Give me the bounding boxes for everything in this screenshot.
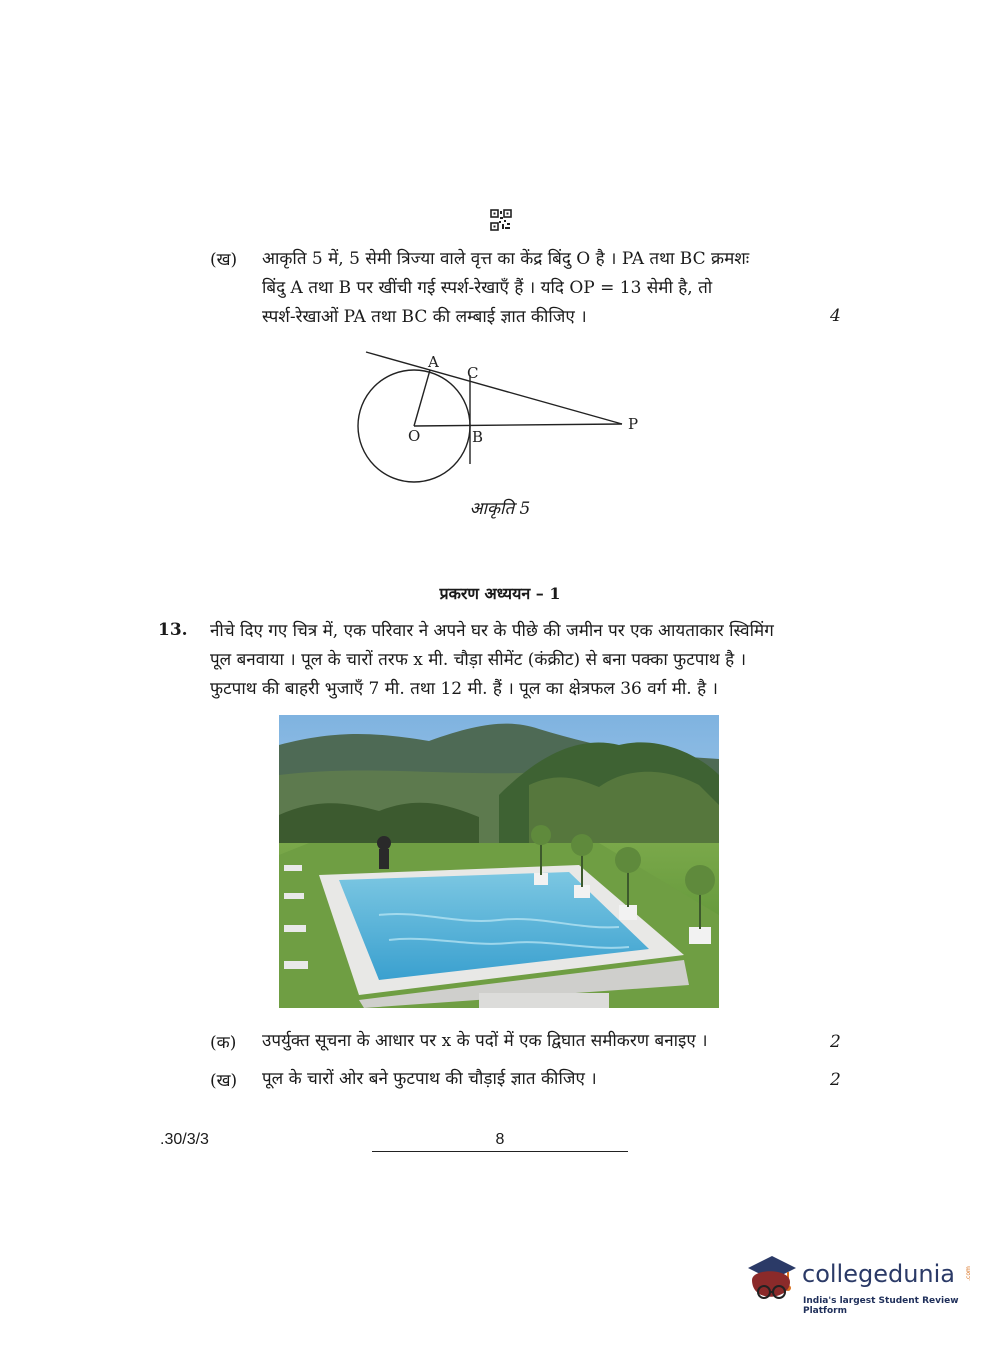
- line-op: [414, 424, 622, 426]
- question-13-number: 13.: [158, 620, 188, 640]
- q13-line-2: पूल बनवाया । पूल के चारों तरफ x मी. चौड़ा सीमेंट (कंक्रीट) से बना पक्का फुटपाथ है ।: [210, 650, 747, 670]
- q13a-label: (क): [210, 1033, 237, 1053]
- qr-code-icon: [490, 209, 512, 231]
- point-label-a: A: [428, 353, 439, 371]
- q13-line-3: फुटपाथ की बाहरी भुजाएँ 7 मी. तथा 12 मी. हैं । पूल का क्षेत्रफल 36 वर्ग मी. है ।: [210, 679, 718, 699]
- paper-code: .30/3/3: [160, 1131, 209, 1148]
- q13a-text: उपर्युक्त सूचना के आधार पर x के पदों में एक द्विघात समीकरण बनाइए ।: [262, 1031, 708, 1051]
- figure-5-caption: आकृति 5: [469, 499, 531, 519]
- page-number: 8: [372, 1131, 628, 1152]
- point-label-b: B: [472, 428, 484, 446]
- question-13-text: [210, 617, 810, 704]
- q13b-marks: 2: [830, 1070, 841, 1090]
- q12b-label: (ख): [210, 250, 238, 270]
- collegedunia-tagline: India's largest Student Review Platform: [803, 1296, 959, 1316]
- figure-5-diagram: [350, 340, 650, 490]
- q12b-marks: 4: [830, 306, 841, 326]
- radius-oa: [414, 370, 430, 426]
- q13b-label: (ख): [210, 1071, 238, 1091]
- q12b-text: [262, 245, 802, 332]
- q13b-text: पूल के चारों ओर बने फुटपाथ की चौड़ाई ज्ञात कीजिए ।: [262, 1069, 597, 1089]
- collegedunia-domain-suffix: .com: [964, 1266, 972, 1281]
- collegedunia-mascot-icon: [742, 1250, 800, 1310]
- case-study-title: प्रकरण अध्ययन – 1: [439, 584, 561, 603]
- q12b-line-2: बिंदु A तथा B पर खींची गई स्पर्श-रेखाएँ हैं । यदि OP = 13 सेमी है, तो: [262, 278, 713, 298]
- q13a-marks: 2: [830, 1032, 841, 1052]
- q12b-line-1: आकृति 5 में, 5 सेमी त्रिज्या वाले वृत्त का केंद्र बिंदु O है । PA तथा BC क्रमशः: [262, 249, 750, 269]
- q12b-line-3: स्पर्श-रेखाओं PA तथा BC की लम्बाई ज्ञात कीजिए ।: [262, 307, 587, 327]
- collegedunia-wordmark: collegedunia: [802, 1260, 956, 1288]
- point-label-c: C: [467, 364, 479, 382]
- swimming-pool-photo: [279, 715, 719, 1008]
- tangent-pa: [366, 352, 622, 424]
- q13-line-1: नीचे दिए गए चित्र में, एक परिवार ने अपने घर के पीछे की जमीन पर एक आयताकार स्विमिंग: [210, 621, 774, 641]
- point-label-p: P: [628, 415, 639, 433]
- point-label-o: O: [408, 427, 421, 445]
